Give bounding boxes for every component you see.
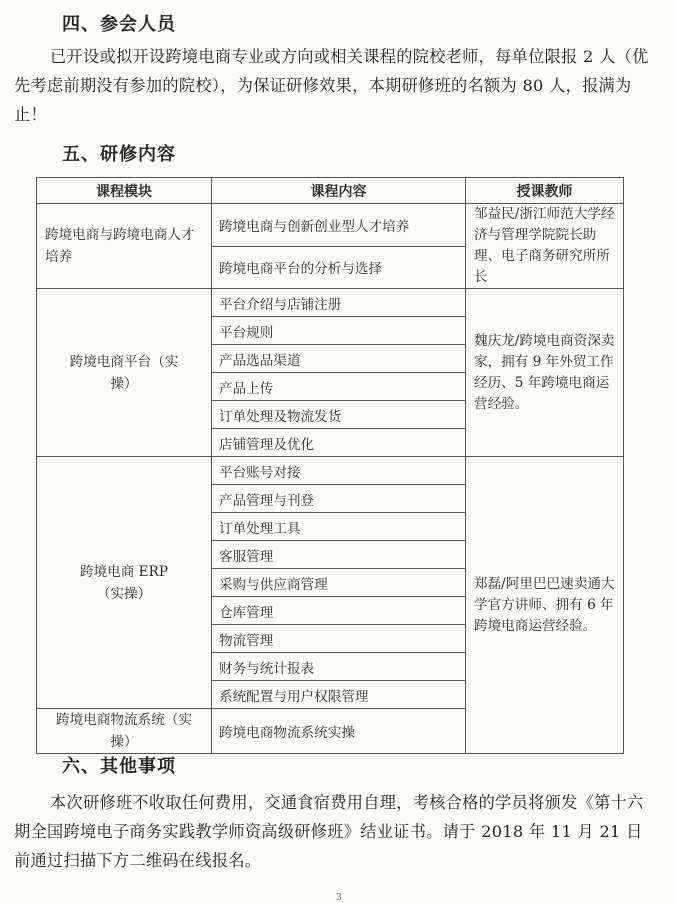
course-table: [36, 177, 624, 754]
module-label: 跨境电商平台（实操）: [69, 353, 179, 392]
section-6-title: 六、其他事项: [62, 756, 176, 777]
content-cell: 采购与供应商管理: [212, 569, 466, 597]
header-module: 课程模块: [37, 178, 212, 204]
section-6-paragraph: 本次研修班不收取任何费用，交通食宿费用自理，考核合格的学员将颁发《第十六期全国跨境电子商务实践教学师资高级研修班》结业证书。请于 2018 年 11 月 21 日前通过扫描下方二维码在线报名。: [14, 793, 644, 870]
table-row: [37, 457, 624, 485]
page-number: 3: [336, 893, 342, 903]
teacher-cell: 邹益民/浙江师范大学经济与管理学院院长助理、电子商务研究所所长: [466, 204, 624, 289]
module-cell: [37, 709, 212, 754]
table-header-row: [37, 178, 624, 204]
table-row: [37, 289, 624, 317]
module-label: 跨境电商 ERP（实操）: [79, 563, 168, 602]
content-cell: 跨境电商物流系统实操: [212, 709, 466, 754]
content-cell: 物流管理: [212, 625, 466, 653]
content-cell: 系统配置与用户权限管理: [212, 681, 466, 709]
content-cell: 跨境电商平台的分析与选择: [212, 246, 466, 289]
content-cell: 平台规则: [212, 317, 466, 345]
content-cell: 跨境电商与创新创业型人才培养: [212, 204, 466, 247]
content-cell: 订单处理工具: [212, 513, 466, 541]
module-cell: 跨境电商与跨境电商人才培养: [37, 204, 212, 289]
content-cell: 店铺管理及优化: [212, 429, 466, 457]
content-cell: 产品上传: [212, 373, 466, 401]
content-cell: 财务与统计报表: [212, 653, 466, 681]
section-5-title: 五、研修内容: [62, 144, 176, 165]
content-cell: 平台介绍与店铺注册: [212, 289, 466, 317]
table-row: [37, 204, 624, 247]
section-4-title: 四、参会人员: [62, 14, 176, 35]
content-cell: 产品管理与刊登: [212, 485, 466, 513]
content-cell: 仓库管理: [212, 597, 466, 625]
header-content: 课程内容: [212, 178, 466, 204]
module-cell: [37, 457, 212, 709]
section-4-paragraph: 已开设或拟开设跨境电商专业或方向或相关课程的院校老师，每单位限报 2 人（优先考虑前期没有参加的院校），为保证研修效果，本期研修班的名额为 80 人，报满为止！: [14, 47, 649, 124]
content-cell: 订单处理及物流发货: [212, 401, 466, 429]
content-cell: 平台账号对接: [212, 457, 466, 485]
content-cell: 产品选品渠道: [212, 345, 466, 373]
teacher-cell: 魏庆龙/跨境电商资深卖家，拥有 9 年外贸工作经历、5 年跨境电商运营经验。: [466, 289, 624, 457]
header-teacher: 授课教师: [466, 178, 624, 204]
module-label: 跨境电商物流系统（实操）: [56, 712, 192, 750]
content-cell: 客服管理: [212, 541, 466, 569]
teacher-cell: 郑磊/阿里巴巴速卖通大学官方讲师、拥有 6 年跨境电商运营经验。: [466, 457, 624, 754]
module-cell: [37, 289, 212, 457]
